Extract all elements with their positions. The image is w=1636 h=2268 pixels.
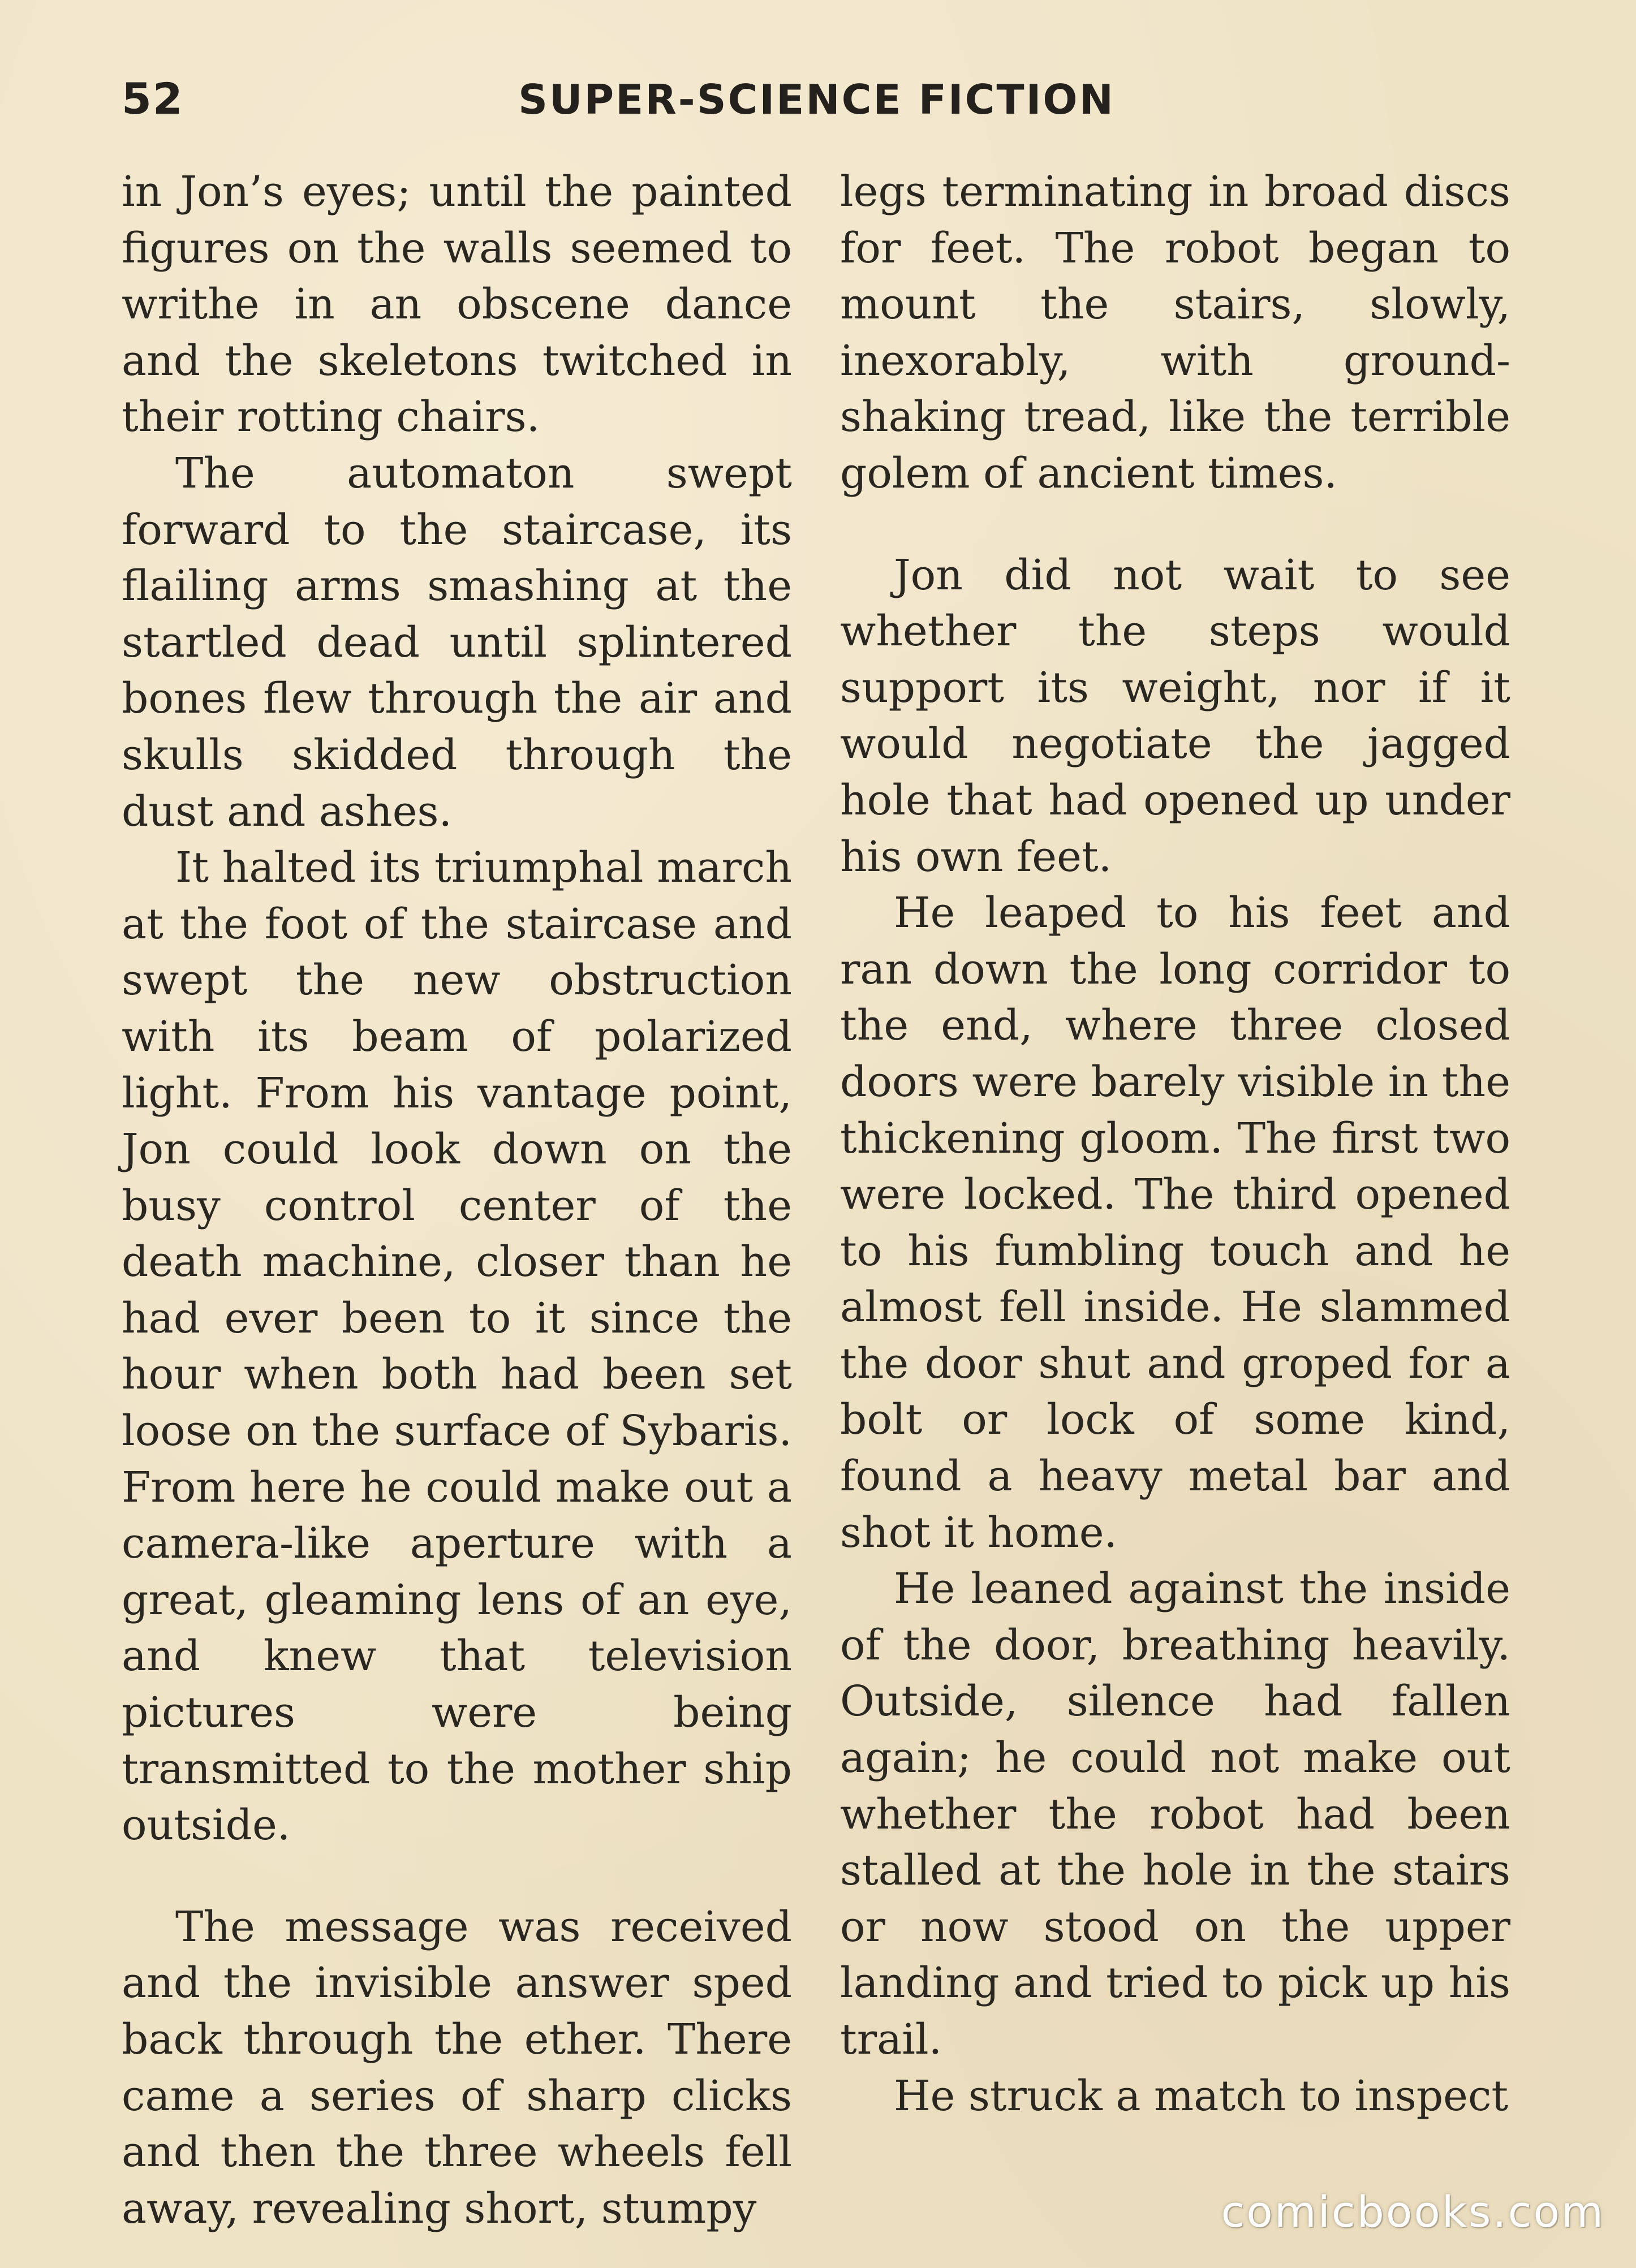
paragraph: He struck a match to inspect [894, 2071, 1509, 2120]
page-header [122, 74, 1512, 141]
paragraph: in Jon’s eyes; until the painted figures on the walls seemed to writhe in an obscene dance and the skeletons twitched in their rotting chairs. [122, 167, 792, 442]
paragraph: He leaned against the inside of the door, breathing heavily. Outside, silence had fallen again; he could not make out whether the robot had been stalled at the hole in the stairs or now stood on the upper landing and tried to pick up his trail. [840, 1564, 1510, 2064]
page-number: 52 [122, 74, 184, 124]
paragraph: He leaped to his feet and ran down the long corridor to the end, where three closed doors were barely visible in the thickening gloom. The first two were locked. The third opened to his fumbling touch and he almost fell inside. He slammed the door shut and groped for a bolt or lock of some kind, found a heavy metal bar and shot it home. [840, 889, 1510, 1557]
paragraph: It halted its triumphal march at the foot of the staircase and swept the new obstruction with its beam of polarized light. From his vantage point, Jon could look down on the busy control center of the death machine, closer than he had ever been to it since the hour when both had been set loose on the surface of Sybaris. From here he could make out a camera-like aperture with a great, gleaming lens of an eye, and knew that television pictures were being transmitted to the mother ship outside. [122, 843, 792, 1850]
paragraph: The automaton swept forward to the staircase, its flailing arms smashing at the startled dead until splintered bones flew through the air and skulls skidded through the dust and ashes. [122, 449, 792, 836]
paragraph: Jon did not wait to see whether the steps would support its weight, nor if it would negotiate the jagged hole that had opened up under his own feet. [840, 550, 1510, 881]
text-column-right [840, 164, 1510, 2124]
running-title: SUPER-SCIENCE FICTION [518, 76, 1115, 123]
paragraph: legs terminating in broad discs for feet. The robot began to mount the stairs, slowly, inexorably, with ground-shaking tread, like the terrible golem of ancient times. [840, 167, 1510, 498]
paragraph: The message was received and the invisible answer sped back through the ether. There came a series of sharp clicks and then the three wheels fell away, revealing short, stumpy [122, 1902, 792, 2233]
watermark: comicbooks.com [1221, 2187, 1605, 2237]
text-column-left [122, 164, 792, 2237]
